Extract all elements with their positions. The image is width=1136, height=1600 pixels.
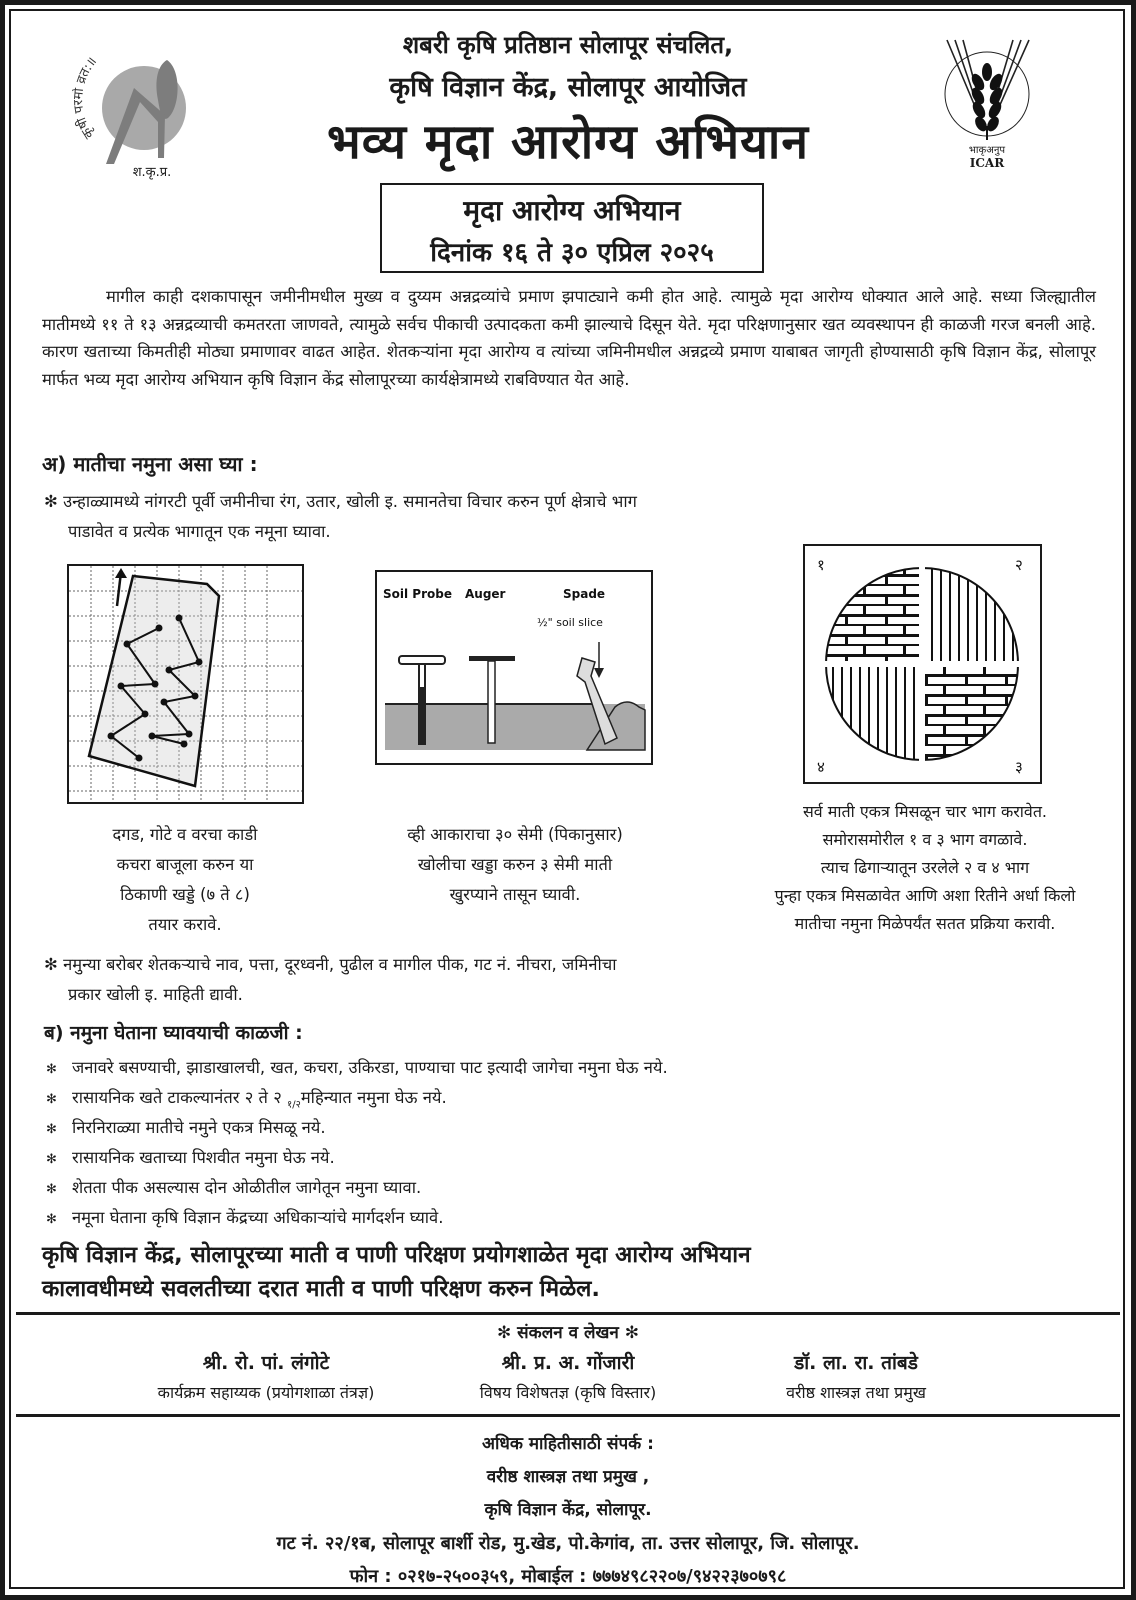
asterisk-bullet-icon: ✻ (46, 1092, 57, 1107)
list-item (46, 1203, 946, 1233)
section-a-bullet-line1: उन्हाळ्यामध्ये नांगरटी पूर्वी जमीनीचा रंग, उतार, खोली इ. समानतेचा विचार करुन पूर्ण क्षेत्राचे भाग (63, 492, 637, 511)
person-role: कार्यक्रम सहाय्यक (प्रयोगशाळा तंत्रज्ञ) (157, 1383, 375, 1402)
announcement-line1: कृषि विज्ञान केंद्र, सोलापूरच्या माती व पाणी परिक्षण प्रयोगशाळेत मृदा आरोग्य अभियान (42, 1242, 751, 1268)
precaution-text: नमूना घेताना कृषि विज्ञान केंद्रच्या अधिकाऱ्यांचे मार्गदर्शन घ्यावे. (72, 1208, 444, 1227)
auger-label: Auger (465, 587, 506, 601)
section-a-heading: अ) मातीचा नमुना असा घ्या : (42, 452, 258, 476)
caption-line: समोरासमोरील १ व ३ भाग वगळावे. (822, 830, 1028, 849)
precaution-text: निरनिराळ्या मातीचे नमुने एकत्र मिसळू नये. (72, 1118, 326, 1137)
figure1-caption (40, 820, 330, 940)
sample-info-line2: प्रकार खोली इ. माहिती द्यावी. (68, 985, 243, 1004)
section-b-heading: ब) नमुना घेताना घ्यावयाची काळजी : (44, 1022, 303, 1044)
figure2-caption (345, 820, 685, 910)
soil-tools-icon (377, 572, 651, 763)
zigzag-sampling-grid-icon (69, 566, 302, 802)
credits-title: ✻ संकलन व लेखन ✻ (497, 1323, 639, 1343)
asterisk-bullet-icon: ✻ (46, 1122, 57, 1137)
logo-left-caption: श.कृ.प्र. (132, 165, 172, 180)
caption-line: खुरप्याने तासून घ्यावी. (449, 885, 581, 904)
contact-line2: कृषि विज्ञान केंद्र, सोलापूर. (484, 1500, 652, 1520)
quartering-figure (803, 544, 1042, 784)
icar-caption: ICAR (969, 156, 1005, 170)
divider (16, 1312, 1120, 1315)
campaign-dates: दिनांक १६ ते ३० एप्रिल २०२५ (430, 238, 714, 268)
caption-line: त्याच ढिगाऱ्यातून उरलेले २ व ४ भाग (820, 858, 1030, 877)
organizer-line: शबरी कृषि प्रतिष्ठान सोलापूर संचलित, (402, 31, 734, 59)
announcement-line2: कालावधीमध्ये सवलतीच्या दरात माती व पाणी परिक्षण करुन मिळेल. (42, 1276, 600, 1302)
section-a-bullet-line2: पाडावेत व प्रत्येक भागातून एक नमूना घ्यावा. (68, 522, 331, 541)
credit-person (686, 1348, 1026, 1408)
lab-announcement (42, 1238, 1102, 1306)
person-role: विषय विशेषतज्ञ (कृषि विस्तार) (479, 1383, 657, 1402)
divider (16, 1414, 1120, 1417)
quarter-number-4: ४ (817, 758, 825, 776)
person-role: वरीष्ठ शास्त्रज्ञ तथा प्रमुख (786, 1383, 926, 1402)
figure3-caption (730, 798, 1120, 938)
campaign-date-box (380, 183, 764, 273)
person-name: डॉ. ला. रा. तांबडे (794, 1352, 918, 1374)
list-item (46, 1113, 946, 1143)
precaution-text: शेतता पीक असल्यास दोन ओळीतील जागेतून नमुना घ्यावा. (72, 1178, 422, 1197)
contact-heading: अधिक माहितीसाठी संपर्क : (482, 1434, 654, 1454)
sample-info-line1: नमुन्या बरोबर शेतकऱ्याचे नाव, पत्ता, दूरध्वनी, पुढील व मागील पीक, गट नं. नीचरा, जमिनीचा (63, 955, 617, 974)
list-item (46, 1053, 946, 1083)
page-title: भव्य मृदा आरोग्य अभियान (327, 114, 809, 170)
caption-line: तयार करावे. (148, 915, 222, 934)
soil-probe-label: Soil Probe (383, 587, 452, 601)
spade-label: Spade (563, 587, 606, 601)
campaign-box-title: मृदा आरोग्य अभियान (463, 194, 681, 227)
icar-hindi-caption: भाकृअनुप (968, 145, 1006, 156)
asterisk-bullet-icon: ✻ (44, 492, 58, 511)
sampling-tools-figure (375, 570, 653, 765)
logo-motto: कृषी परमो व्रत:॥ (72, 54, 101, 142)
host-line: कृषि विज्ञान केंद्र, सोलापूर आयोजित (389, 72, 747, 103)
precaution-text: महिन्यात नमुना घेऊ नये. (300, 1088, 447, 1107)
caption-line: ठिकाणी खड्डे (७ ते ८) (120, 885, 250, 904)
list-item (46, 1173, 946, 1203)
contact-line1: वरीष्ठ शास्त्रज्ञ तथा प्रमुख , (486, 1467, 650, 1487)
intro-text: मागील काही दशकापासून जमीनीमधील मुख्य व दुय्यम अन्नद्रव्यांचे प्रमाण झपाट्याने कमी होत आहे. त्यामुळे मृदा आरोग्य धोक्यात आले आहे. सध्या जिल्ह्यातील मातीमध्ये ११ ते १३ अन्नद्रव्याची कमतरता जाणवते, त्यामुळे सर्वच पीकाची उत्पादकता कमी झाल्याचे दिसून येते. मृदा परिक्षणानुसार खत व्यवस्थापन ही काळजी गरज बनली आहे. कारण खताच्या किमतीही मोठ्या प्रमाणावर वाढत आहेत. शेतकऱ्यांना मृदा आरोग्य व त्यांच्या जमिनीमधील अन्नद्रव्ये प्रमाण याबाबत जागृती होण्यासाठी कृषि विज्ञान केंद्र, सोलापूर मार्फत भव्य मृदा आरोग्य अभियान कृषि विज्ञान केंद्र सोलापूरच्या कार्यक्षेत्रामध्ये राबविण्यात येत आहे. (42, 287, 1096, 389)
fraction-text: १/२ (287, 1099, 301, 1111)
section-a-bullet (44, 487, 894, 547)
quartering-circle-icon (805, 546, 1040, 782)
asterisk-bullet-icon: ✻ (44, 955, 58, 974)
asterisk-bullet-icon: ✻ (46, 1062, 57, 1077)
quarter-number-3: ३ (1015, 758, 1023, 776)
intro-paragraph (42, 283, 1096, 393)
sample-info-bullet (44, 950, 894, 1010)
contact-address: गट नं. २२/१ब, सोलापूर बार्शी रोड, मु.खेड, पो.केगांव, ता. उत्तर सोलापूर, जि. सोलापूर. (276, 1533, 860, 1554)
caption-line: कचरा बाजूला करुन या (116, 855, 254, 874)
precaution-text: जनावरे बसण्याची, झाडाखालची, खत, कचरा, उकिरडा, पाण्याचा पाट इत्यादी जागेचा नमुना घेऊ नये. (72, 1058, 668, 1077)
person-name: श्री. प्र. अ. गोंजारी (501, 1352, 635, 1374)
precautions-list (46, 1053, 946, 1233)
caption-line: सर्व माती एकत्र मिसळून चार भाग करावेत. (802, 802, 1048, 821)
caption-line: खोलीचा खड्डा करुन ३ सेमी माती (417, 855, 613, 874)
quarter-number-2: २ (1015, 556, 1023, 574)
field-sampling-figure (67, 564, 304, 804)
quarter-number-1: १ (817, 556, 825, 574)
person-name: श्री. रो. पां. लंगोटे (202, 1352, 330, 1374)
list-item (46, 1083, 946, 1113)
credit-person (96, 1348, 436, 1408)
list-item (46, 1143, 946, 1173)
asterisk-bullet-icon: ✻ (46, 1182, 57, 1197)
caption-line: पुन्हा एकत्र मिसळावेत आणि अशा रितीने अर्धा किलो (774, 886, 1076, 905)
precaution-text: रासायनिक खताच्या पिशवीत नमुना घेऊ नये. (72, 1148, 335, 1167)
caption-line: मातीचा नमुना मिळेपर्यंत सतत प्रक्रिया करावी. (794, 914, 1056, 933)
contact-block (0, 1428, 1136, 1593)
caption-line: दगड, गोटे व वरचा काडी (112, 825, 258, 844)
asterisk-bullet-icon: ✻ (46, 1152, 57, 1167)
contact-phone: फोन : ०२१७-२५००३५९, मोबाईल : ७७७४९८२२०७/९४२२३७०७९८ (349, 1566, 787, 1587)
asterisk-bullet-icon: ✻ (46, 1212, 57, 1227)
precaution-text: रासायनिक खते टाकल्यानंतर २ ते २ (72, 1088, 282, 1107)
soil-slice-label: ½" soil slice (537, 616, 603, 629)
caption-line: व्ही आकाराचा ३० सेमी (पिकानुसार) (407, 825, 623, 844)
